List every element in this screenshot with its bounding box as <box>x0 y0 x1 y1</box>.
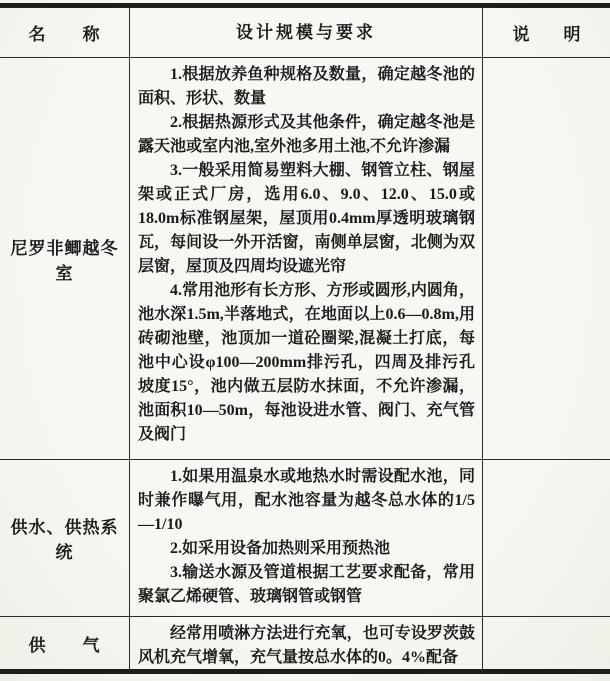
row-spec-text <box>129 460 483 616</box>
spec-paragraph: 1.如果用温泉水或地热水时需设配水池，同时兼作曝气用，配水池容量为越冬总水体的1/5—1/10 <box>138 468 475 533</box>
header-name-column: 名 称 <box>28 25 101 44</box>
table-header-row <box>0 8 610 58</box>
table-row-air-supply <box>0 617 610 669</box>
spec-paragraph: 经常用喷淋方法进行充氧，也可专设罗茨鼓风机充气增氧，充气量按总水体的0。4%配备 <box>138 625 475 666</box>
table-row-overwinter-room <box>0 58 610 460</box>
row-name-label: 尼罗非鲫越冬室 <box>10 238 119 283</box>
spec-paragraph: 3.一般采用简易塑料大棚、钢管立柱、钢屋架或正式厂房，选用6.0、9.0、12.0、15.0或18.0m标准钢屋架，屋顶用0.4mm厚透明玻璃钢瓦，每间设一外开活窗，南侧单层窗，北侧为双层窗，屋顶及四周均设遮光帘 <box>138 162 475 275</box>
header-spec-column: 设计规模与要求 <box>129 8 483 57</box>
spec-paragraph: 3.输送水源及管道根据工艺要求配备，常用聚氯乙烯硬管、玻璃钢管或钢管 <box>138 564 475 605</box>
row-note <box>483 58 610 459</box>
spec-paragraph: 2.如采用设备加热则采用预热池 <box>170 540 391 557</box>
row-name-label: 供水、供热系统 <box>10 518 119 562</box>
spec-paragraph: 4.常用池形有长方形、方形或圆形,内圆角，池水深1.5m,半落地式，在地面以上0.6—0.8m,用砖砌池壁，池顶加一道砼圈梁,混凝土打底，每池中心设φ100—200mm排污孔，四周及排污孔坡度15°，池内做五层防水抹面，不允许渗漏，池面积10—50m，每池设进水管、阀门、充气管及阀门 <box>138 282 475 443</box>
spec-paragraph: 1.根据放养鱼种规格及数量，确定越冬池的面积、形状、数量 <box>138 66 475 107</box>
row-name-label: 供 气 <box>28 635 101 655</box>
table-row-water-heat-system <box>0 460 610 617</box>
row-spec-text <box>129 58 483 459</box>
spec-paragraph: 2.根据热源形式及其他条件，确定越冬池是露天池或室内池,室外池多用土池,不允许渗漏 <box>138 114 475 155</box>
spec-table <box>0 3 610 674</box>
row-note <box>483 460 610 616</box>
row-note <box>483 617 610 669</box>
header-note-column: 说 明 <box>512 25 581 44</box>
row-spec-text <box>129 617 483 669</box>
